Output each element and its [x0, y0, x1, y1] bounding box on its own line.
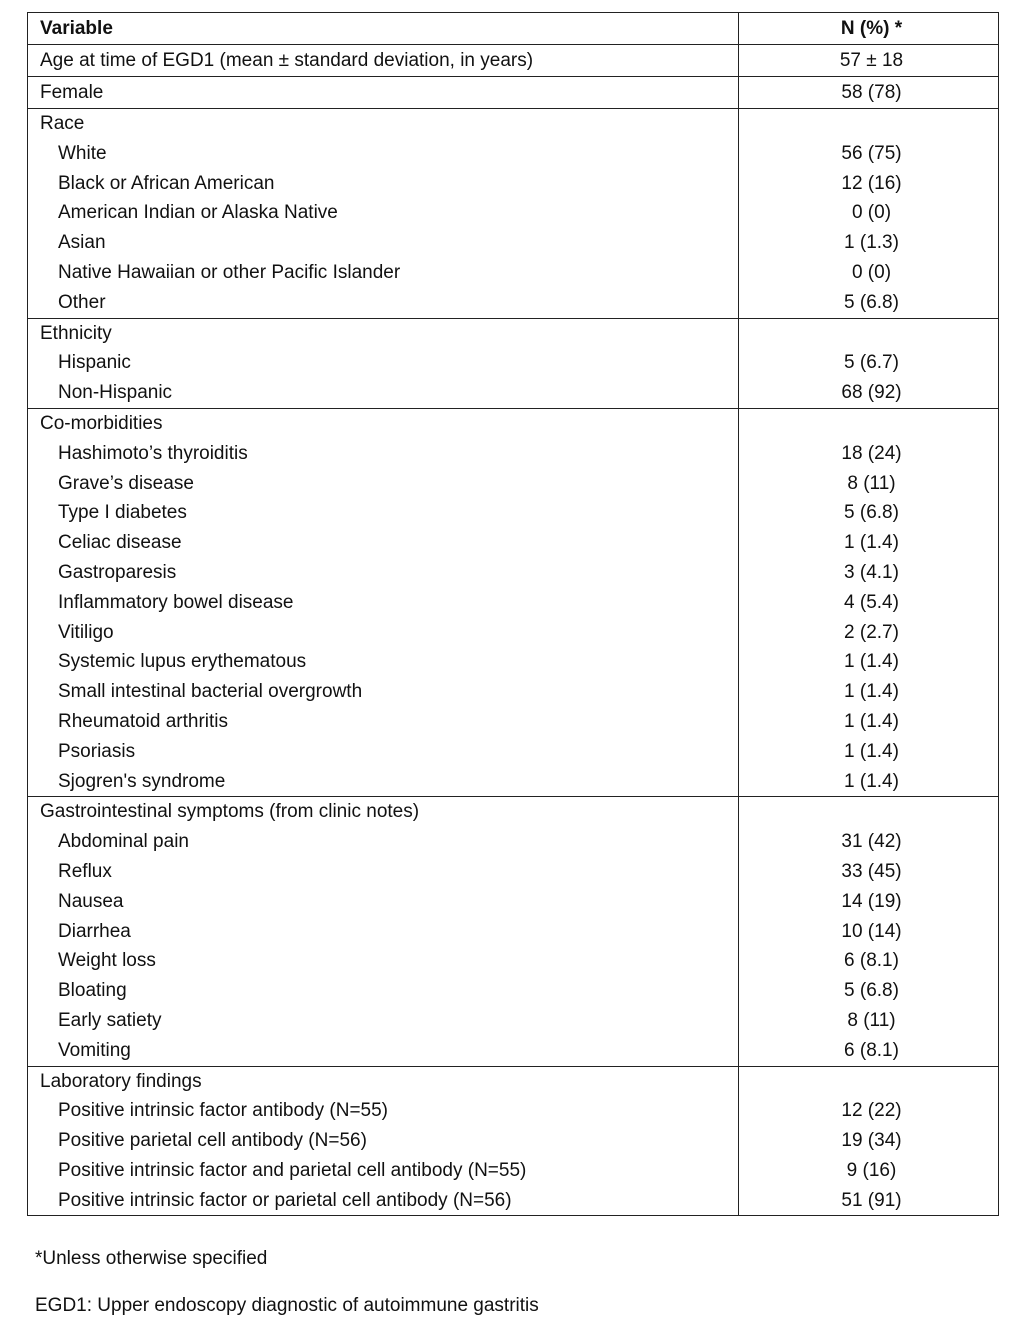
group-header-row — [28, 1066, 999, 1096]
table-row — [28, 767, 999, 797]
table-row — [28, 677, 999, 707]
row-label: Positive parietal cell antibody (N=56) — [28, 1126, 739, 1156]
group-title: Race — [28, 109, 739, 139]
row-value: 58 (78) — [739, 77, 999, 109]
row-label: Native Hawaiian or other Pacific Islander — [28, 258, 739, 288]
footnote-unless-specified: *Unless otherwise specified — [35, 1248, 268, 1269]
row-label: White — [28, 139, 739, 169]
demographics-table — [27, 12, 999, 1216]
table-row — [28, 558, 999, 588]
table-row — [28, 198, 999, 228]
group-header-row — [28, 318, 999, 348]
table-row — [28, 1096, 999, 1126]
row-label: Positive intrinsic factor and parietal cell antibody (N=55) — [28, 1156, 739, 1186]
group-value-empty — [739, 1066, 999, 1096]
header-variable: Variable — [28, 13, 739, 45]
group-header-row — [28, 408, 999, 438]
row-value: 68 (92) — [739, 378, 999, 408]
row-label: Grave’s disease — [28, 469, 739, 499]
row-label: Other — [28, 288, 739, 318]
table-row — [28, 45, 999, 77]
row-value: 5 (6.7) — [739, 348, 999, 378]
row-label: Vomiting — [28, 1036, 739, 1066]
row-label: Nausea — [28, 887, 739, 917]
row-value: 1 (1.3) — [739, 228, 999, 258]
table-row — [28, 917, 999, 947]
row-value: 18 (24) — [739, 439, 999, 469]
row-label: Asian — [28, 228, 739, 258]
row-label: Systemic lupus erythematous — [28, 647, 739, 677]
row-value: 0 (0) — [739, 258, 999, 288]
row-label: Rheumatoid arthritis — [28, 707, 739, 737]
table-row — [28, 588, 999, 618]
group-title: Co-morbidities — [28, 408, 739, 438]
row-label: Weight loss — [28, 946, 739, 976]
footnote-egd1-definition: EGD1: Upper endoscopy diagnostic of autoimmune gastritis — [35, 1295, 539, 1316]
row-label: Gastroparesis — [28, 558, 739, 588]
row-value: 14 (19) — [739, 887, 999, 917]
row-label: Reflux — [28, 857, 739, 887]
row-label: Type I diabetes — [28, 498, 739, 528]
table-row — [28, 1156, 999, 1186]
table-row — [28, 288, 999, 318]
table-row — [28, 707, 999, 737]
row-label: Diarrhea — [28, 917, 739, 947]
row-value: 0 (0) — [739, 198, 999, 228]
table-body — [28, 13, 999, 1216]
table-row — [28, 139, 999, 169]
row-value: 9 (16) — [739, 1156, 999, 1186]
row-value: 1 (1.4) — [739, 707, 999, 737]
table-row — [28, 857, 999, 887]
row-value: 1 (1.4) — [739, 767, 999, 797]
table-row — [28, 378, 999, 408]
group-value-empty — [739, 797, 999, 827]
table-row — [28, 1126, 999, 1156]
group-title: Gastrointestinal symptoms (from clinic notes) — [28, 797, 739, 827]
row-value: 10 (14) — [739, 917, 999, 947]
table-row — [28, 618, 999, 648]
row-label: Early satiety — [28, 1006, 739, 1036]
table-row — [28, 976, 999, 1006]
row-value: 4 (5.4) — [739, 588, 999, 618]
row-value: 5 (6.8) — [739, 288, 999, 318]
table-row — [28, 77, 999, 109]
row-value: 5 (6.8) — [739, 498, 999, 528]
row-label: Non-Hispanic — [28, 378, 739, 408]
table-row — [28, 647, 999, 677]
table-header-row — [28, 13, 999, 45]
row-label: Psoriasis — [28, 737, 739, 767]
row-label: Inflammatory bowel disease — [28, 588, 739, 618]
row-label: Positive intrinsic factor or parietal cell antibody (N=56) — [28, 1186, 739, 1216]
row-label: Vitiligo — [28, 618, 739, 648]
table-row — [28, 498, 999, 528]
row-label: Abdominal pain — [28, 827, 739, 857]
row-value: 56 (75) — [739, 139, 999, 169]
group-value-empty — [739, 408, 999, 438]
row-label: Sjogren's syndrome — [28, 767, 739, 797]
row-value: 19 (34) — [739, 1126, 999, 1156]
row-value: 1 (1.4) — [739, 647, 999, 677]
table-row — [28, 887, 999, 917]
group-value-empty — [739, 109, 999, 139]
table-row — [28, 1006, 999, 1036]
row-value: 8 (11) — [739, 469, 999, 499]
row-label: Small intestinal bacterial overgrowth — [28, 677, 739, 707]
row-label: Hashimoto’s thyroiditis — [28, 439, 739, 469]
row-value: 12 (16) — [739, 169, 999, 199]
table-row — [28, 528, 999, 558]
group-header-row — [28, 797, 999, 827]
row-value: 31 (42) — [739, 827, 999, 857]
table-row — [28, 1036, 999, 1066]
row-value: 2 (2.7) — [739, 618, 999, 648]
table-row — [28, 169, 999, 199]
row-label: Positive intrinsic factor antibody (N=55) — [28, 1096, 739, 1126]
row-value: 1 (1.4) — [739, 737, 999, 767]
row-value: 6 (8.1) — [739, 946, 999, 976]
row-value: 57 ± 18 — [739, 45, 999, 77]
row-label: American Indian or Alaska Native — [28, 198, 739, 228]
group-header-row — [28, 109, 999, 139]
row-value: 1 (1.4) — [739, 528, 999, 558]
table-row — [28, 439, 999, 469]
table-row — [28, 946, 999, 976]
table-row — [28, 1186, 999, 1216]
group-title: Ethnicity — [28, 318, 739, 348]
table-row — [28, 258, 999, 288]
group-value-empty — [739, 318, 999, 348]
table-row — [28, 827, 999, 857]
row-value: 6 (8.1) — [739, 1036, 999, 1066]
row-label: Hispanic — [28, 348, 739, 378]
row-label: Age at time of EGD1 (mean ± standard deviation, in years) — [28, 45, 739, 77]
row-label: Bloating — [28, 976, 739, 1006]
row-value: 8 (11) — [739, 1006, 999, 1036]
table-row — [28, 348, 999, 378]
row-value: 3 (4.1) — [739, 558, 999, 588]
group-title: Laboratory findings — [28, 1066, 739, 1096]
row-value: 1 (1.4) — [739, 677, 999, 707]
row-label: Celiac disease — [28, 528, 739, 558]
row-label: Black or African American — [28, 169, 739, 199]
row-value: 12 (22) — [739, 1096, 999, 1126]
row-label: Female — [28, 77, 739, 109]
table-row — [28, 737, 999, 767]
table-row — [28, 469, 999, 499]
table-row — [28, 228, 999, 258]
row-value: 51 (91) — [739, 1186, 999, 1216]
row-value: 5 (6.8) — [739, 976, 999, 1006]
row-value: 33 (45) — [739, 857, 999, 887]
header-value: N (%) * — [739, 13, 999, 45]
